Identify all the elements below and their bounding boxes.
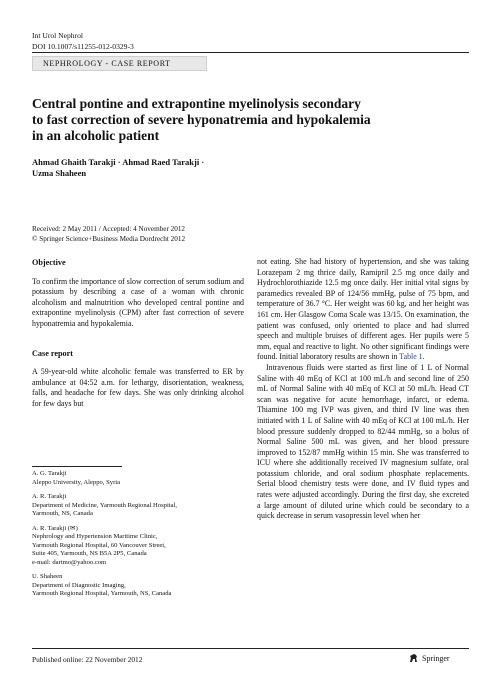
author-line: Uzma Shaheen [32, 168, 87, 178]
author-email[interactable]: e-mail: dartmo@yahoo.com [32, 558, 107, 566]
affiliation-line: Suite 405, Yarmouth, NS B5A 2P5, Canada [32, 550, 147, 557]
objective-text: To confirm the importance of slow correction of serum sodium and potassium by describing a case of a woman with chronic alcoholism and malnutrition who developed central pontine and extrapontine myelinolysis (CPM) after fast correction of severe hyponatremia and hypokalemia. [32, 276, 244, 328]
received-accepted: Received: 2 May 2011 / Accepted: 4 November 2012 [32, 225, 186, 233]
paragraph-text: not eating. She had history of hypertension, and she was taking Lorazepam 2 mg thrice daily, Ramipril 2.5 mg once daily and Hydrochlorothiazide 12.5 mg once daily. Her initial vital signs by paramedics revealed BP of 124/56 mmHg, pulse of 75 bpm, and temperature of 36.7 °C. Her weight was 60 kg, and her height was 161 cm. Her Glasgow Coma Scale was 13/15. On examination, the patient was confused, only oriented to place and had slurred speech and multiple bruises of different ages. Her pupils were 5 mm, equal and reactive to light. No other significant findings were found. Initial laboratory results are shown in [257, 257, 469, 362]
header-rule [32, 52, 469, 53]
case-report-heading: Case report [32, 348, 74, 358]
copyright: © Springer Science+Business Media Dordrecht 2012 [32, 234, 186, 243]
affiliation-rule [32, 466, 122, 467]
affiliation-1 [32, 470, 244, 487]
left-column [32, 258, 244, 410]
case-report-text: A 59-year-old white alcoholic female was transferred to ER by ambulance at 04:52 a.m. for lethargy, disorientation, weakness, falls, and headache for few days. She was only drinking alcohol for few days but [32, 367, 244, 408]
affiliation-line: Aleppo University, Aleppo, Syria [32, 478, 121, 486]
title-line: to fast correction of severe hyponatremia and hypokalemia [32, 112, 371, 127]
affiliation-author: U. Shaheen [32, 573, 63, 580]
affiliation-author: A. R. Tarakji [32, 493, 67, 500]
doi: DOI 10.1007/s11255-012-0329-3 [32, 42, 134, 51]
running-header [32, 30, 134, 52]
affiliation-author: A. R. Tarakji (✉) [32, 524, 78, 532]
publisher-name: Springer [422, 654, 450, 663]
right-column [257, 257, 469, 522]
journal-name: Int Urol Nephrol [32, 31, 84, 40]
affiliation-line: Yarmouth, NS, Canada [32, 510, 93, 517]
affiliation-2 [32, 493, 244, 519]
article-dates [32, 225, 185, 244]
affiliation-line: Nephrology and Hypertension Maritime Clinic, [32, 533, 158, 540]
publisher-mark [408, 653, 450, 664]
footer-rule [32, 648, 469, 649]
author-list [32, 157, 292, 179]
affiliation-line: Yarmouth Regional Hospital, 60 Vancouver Street, [32, 541, 166, 549]
affiliation-line: Department of Medicine, Yarmouth Regional Hospital, [32, 501, 178, 509]
springer-horse-icon [408, 653, 419, 664]
title-line: Central pontine and extrapontine myelinolysis secondary [32, 96, 361, 111]
affiliation-line: Department of Diagnostic Imaging, [32, 581, 126, 589]
published-online: Published online: 22 November 2012 [32, 655, 143, 664]
affiliations [32, 470, 244, 605]
paragraph-text: . [422, 352, 425, 362]
case-paragraph-1 [257, 257, 469, 363]
objective-heading: Objective [32, 258, 66, 267]
affiliation-3 [32, 525, 244, 568]
affiliation-author: A. G. Tarakji [32, 470, 67, 477]
article-title [32, 96, 452, 144]
table-1-link[interactable]: Table 1 [399, 352, 423, 362]
case-paragraph-2: Intravenous fluids were started as first line of 1 L of Normal Saline with 40 mEq of KCl at 100 mL/h and second line of 250 mL of Normal Saline with 40 mEq of KCl at 50 mL/h. Head CT scan was negative for acute hemorrhage, infarct, or edema. Thiamine 100 mg IVP was given, and third IV line was then initiated with 1 L of Saline with 40 mEq of KCl at 100 mL/h. Her blood pressure suddenly dropped to 82/44 mmHg, so a bolus of Normal Saline 500 mL was given, and her blood pressure improved to 152/87 mmHg within 15 min. She was transferred to ICU where she additionally received IV magnesium sulfate, oral potassium chloride, and oral sodium phosphate replacements. Serial blood chemistry tests were done, and IV fluid types and rates were adjusted accordingly. During the first day, she excreted a large amount of diluted urine which could be secondary to a quick decrease in serum vasopressin level when her [257, 362, 469, 521]
title-line: in an alcoholic patient [32, 128, 160, 143]
affiliation-4 [32, 573, 244, 599]
section-tag: NEPHROLOGY - CASE REPORT [32, 56, 207, 71]
author-line: Ahmad Ghaith Tarakji · Ahmad Raed Tarakji · [32, 157, 205, 167]
affiliation-line: Yarmouth Regional Hospital, Yarmouth, NS, Canada [32, 590, 172, 597]
